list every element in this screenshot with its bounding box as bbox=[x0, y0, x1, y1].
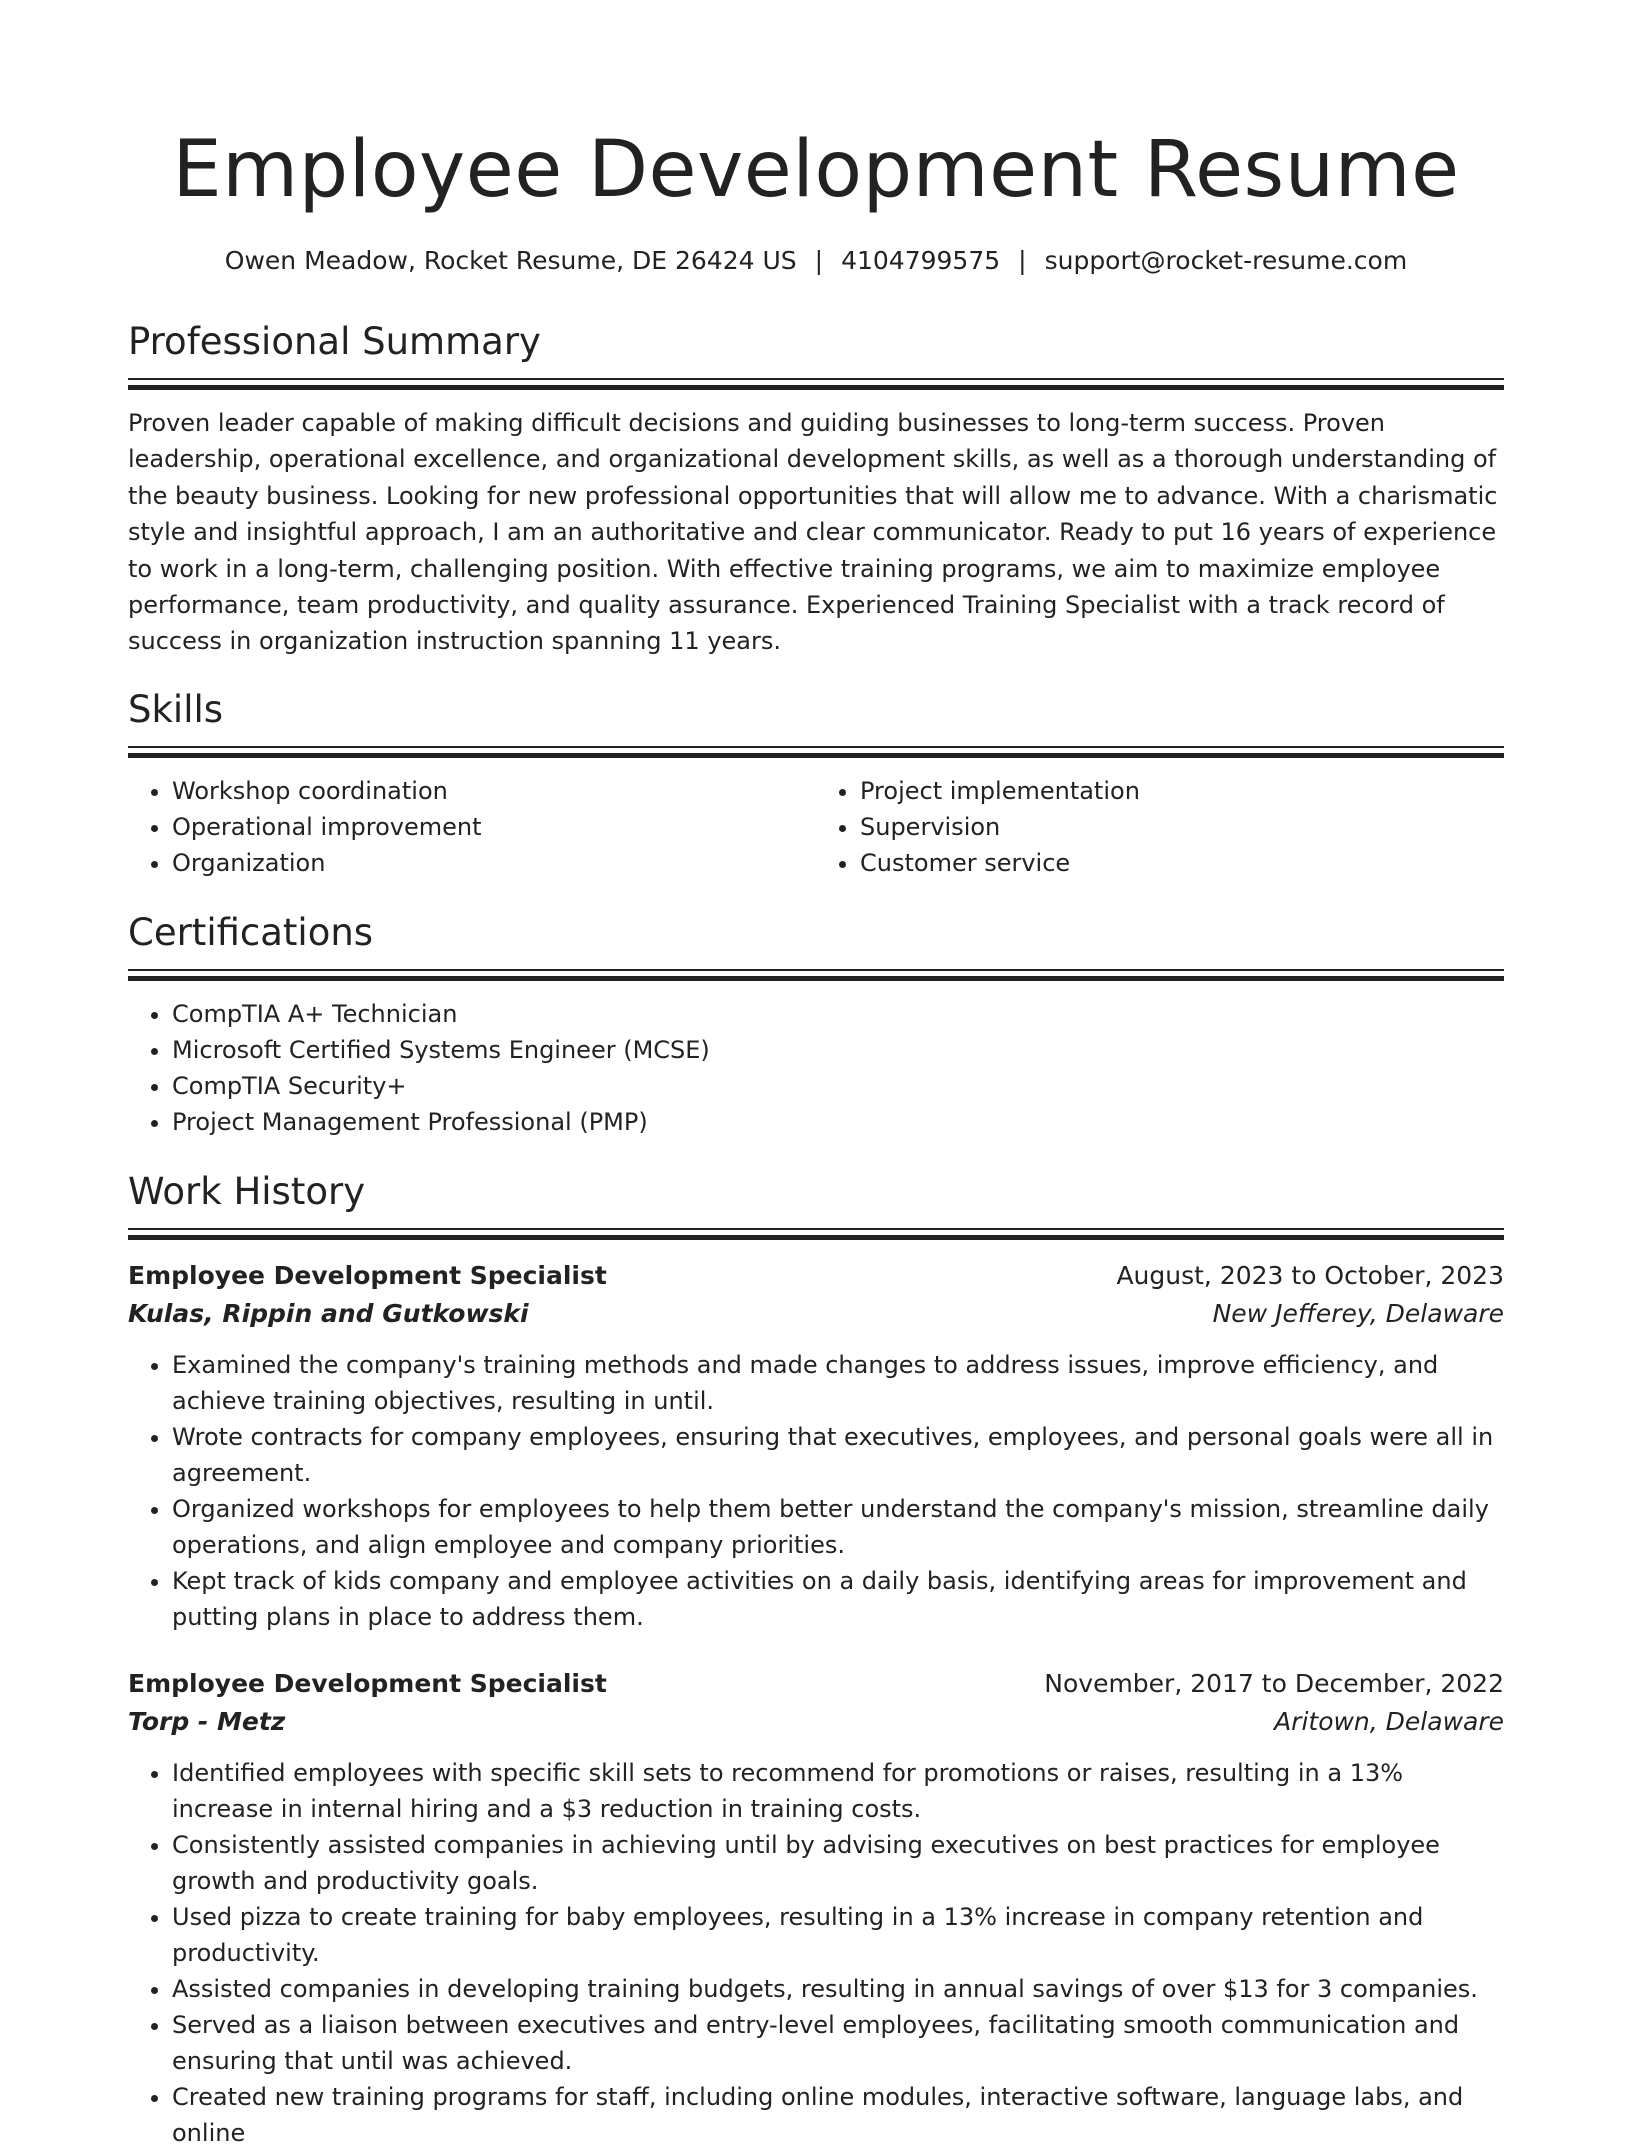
certification-item: • CompTIA A+ Technician bbox=[172, 996, 1504, 1032]
certifications-heading: Certifications bbox=[128, 910, 374, 954]
job-entry bbox=[128, 1665, 1504, 2151]
section-divider bbox=[128, 378, 1504, 391]
work-history-section bbox=[128, 1168, 1504, 2151]
skill-item: • Organization bbox=[172, 845, 816, 881]
job-location: New Jefferey, Delaware bbox=[1212, 1298, 1504, 1328]
skills-grid bbox=[128, 773, 1504, 881]
job-company: Kulas, Rippin and Gutkowski bbox=[128, 1298, 529, 1328]
skills-list-left bbox=[128, 773, 816, 881]
skill-item: • Customer service bbox=[860, 845, 1504, 881]
skill-item: • Workshop coordination bbox=[172, 773, 816, 809]
job-bullet: • Served as a liaison between executives and entry-level employees, facilitating smooth communication and ensuring that until was achieved. bbox=[172, 2007, 1504, 2079]
job-bullet: • Assisted companies in developing training budgets, resulting in annual savings of over $13 for 3 companies. bbox=[172, 1971, 1504, 2007]
contact-separator: | bbox=[1018, 246, 1027, 275]
resume-content bbox=[128, 118, 1504, 2151]
job-bullets bbox=[128, 1755, 1504, 2151]
certifications-list bbox=[128, 996, 1504, 1140]
job-bullet: • Wrote contracts for company employees, ensuring that executives, employees, and personal goals were all in agreement. bbox=[172, 1419, 1504, 1491]
skill-item: • Supervision bbox=[860, 809, 1504, 845]
job-entry bbox=[128, 1257, 1504, 1635]
resume-title: Employee Development Resume bbox=[172, 125, 1460, 215]
contact-phone: 4104799575 bbox=[841, 246, 1001, 275]
job-bullets bbox=[128, 1347, 1504, 1635]
certification-item: • Microsoft Certified Systems Engineer (MCSE) bbox=[172, 1032, 1504, 1068]
job-header bbox=[128, 1665, 1504, 1703]
job-subheader bbox=[128, 1703, 1504, 1741]
job-company: Torp - Metz bbox=[128, 1706, 286, 1736]
job-location: Aritown, Delaware bbox=[1274, 1706, 1504, 1736]
skills-heading: Skills bbox=[128, 687, 224, 731]
certification-item: • CompTIA Security+ bbox=[172, 1068, 1504, 1104]
job-bullet: • Kept track of kids company and employee activities on a daily basis, identifying areas for improvement and putting plans in place to address them. bbox=[172, 1563, 1504, 1635]
job-subheader bbox=[128, 1295, 1504, 1333]
certifications-section bbox=[128, 909, 1504, 1140]
certification-item: • Project Management Professional (PMP) bbox=[172, 1104, 1504, 1140]
work-history-heading: Work History bbox=[128, 1169, 366, 1213]
section-divider bbox=[128, 746, 1504, 759]
skill-item: • Operational improvement bbox=[172, 809, 816, 845]
skills-list-right bbox=[816, 773, 1504, 881]
section-divider bbox=[128, 1228, 1504, 1241]
contact-separator: | bbox=[814, 246, 824, 275]
job-bullet: • Used pizza to create training for baby employees, resulting in a 13% increase in company retention and productivity. bbox=[172, 1899, 1504, 1971]
summary-section bbox=[128, 318, 1504, 660]
job-header bbox=[128, 1257, 1504, 1295]
skills-section bbox=[128, 686, 1504, 881]
job-bullet: • Consistently assisted companies in achieving until by advising executives on best practices for employee growth and productivity goals. bbox=[172, 1827, 1504, 1899]
contact-address: Owen Meadow, Rocket Resume, DE 26424 US bbox=[224, 246, 797, 275]
job-bullet: • Organized workshops for employees to help them better understand the company's mission, streamline daily operations, and align employee and company priorities. bbox=[172, 1491, 1504, 1563]
contact-line bbox=[128, 244, 1504, 278]
section-divider bbox=[128, 969, 1504, 982]
job-dates: August, 2023 to October, 2023 bbox=[1116, 1260, 1504, 1290]
job-title: Employee Development Specialist bbox=[128, 1260, 607, 1290]
job-title: Employee Development Specialist bbox=[128, 1668, 607, 1698]
summary-heading: Professional Summary bbox=[128, 320, 541, 363]
job-bullet: • Created new training programs for staff, including online modules, interactive software, language labs, and online bbox=[172, 2079, 1504, 2151]
job-bullet: • Examined the company's training methods and made changes to address issues, improve efficiency, and achieve training objectives, resulting in until. bbox=[172, 1347, 1504, 1419]
contact-email[interactable]: support@rocket-resume.com bbox=[1044, 246, 1408, 275]
job-dates: November, 2017 to December, 2022 bbox=[1044, 1668, 1504, 1698]
summary-text: Proven leader capable of making difficult decisions and guiding businesses to long-term success. Proven leadership, operational excellence, and organizational development skills, as well as a thorough understanding of the beauty business. Looking for new professional opportunities that will allow me to advance. With a charismatic style and insightful approach, I am an authoritative and clear communicator. Ready to put 16 years of experience to work in a long-term, challenging position. With effective training programs, we aim to maximize employee performance, team productivity, and quality assurance. Experienced Training Specialist with a track record of success in organization instruction spanning 11 years. bbox=[128, 409, 1498, 656]
skill-item: • Project implementation bbox=[860, 773, 1504, 809]
job-bullet: • Identified employees with specific skill sets to recommend for promotions or raises, resulting in a 13% increase in internal hiring and a $3 reduction in training costs. bbox=[172, 1755, 1504, 1827]
